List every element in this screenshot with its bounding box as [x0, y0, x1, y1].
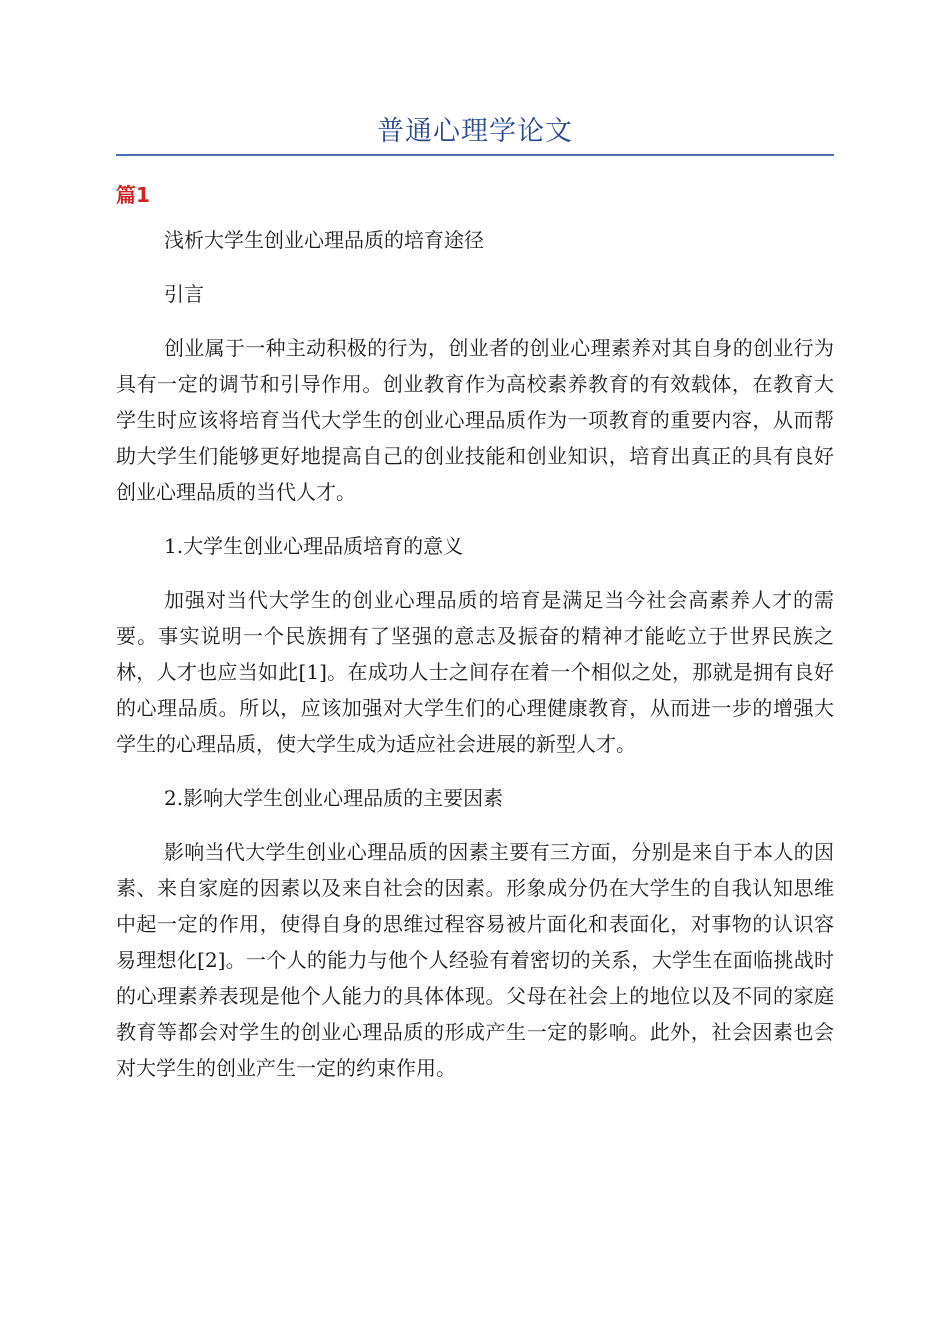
article-title: 浅析大学生创业心理品质的培育途径 — [164, 228, 484, 252]
paragraph-section-1: 加强对当代大学生的创业心理品质的培育是满足当今社会高素养人才的需要。事实说明一个民族拥有了坚强的意志及振奋的精神才能屹立于世界民族之林，人才也应当如此[1]。在成功人士之间存在着一个相似之处，那就是拥有良好的心理品质。所以，应该加强对大学生们的心理健康教育，从而进一步的增强大学生的心理品质，使大学生成为适应社会进展的新型人才。 — [116, 588, 834, 756]
document-title: 普通心理学论文 — [377, 116, 573, 147]
section-label: 篇1 — [116, 183, 150, 207]
heading-section-1: 1.大学生创业心理品质培育的意义 — [164, 534, 464, 558]
heading-introduction: 引言 — [164, 282, 204, 306]
paragraph-section-2: 影响当代大学生创业心理品质的因素主要有三方面，分别是来自于本人的因素、来自家庭的因素以及来自社会的因素。形象成分仍在大学生的自我认知思维中起一定的作用，使得自身的思维过程容易被片面化和表面化，对事物的认识容易理想化[2]。一个人的能力与他个人经验有着密切的关系，大学生在面临挑战时的心理素养表现是他个人能力的具体体现。父母在社会上的地位以及不同的家庭教育等都会对学生的创业心理品质的形成产生一定的影响。此外，社会因素也会对大学生的创业产生一定的约束作用。 — [116, 840, 834, 1080]
heading-section-2: 2.影响大学生创业心理品质的主要因素 — [164, 786, 504, 810]
title-underline — [116, 154, 834, 156]
paragraph-introduction: 创业属于一种主动积极的行为，创业者的创业心理素养对其自身的创业行为具有一定的调节和引导作用。创业教育作为高校素养教育的有效载体，在教育大学生时应该将培育当代大学生的创业心理品质作为一项教育的重要内容，从而帮助大学生们能够更好地提高自己的创业技能和创业知识，培育出真正的具有良好创业心理品质的当代人才。 — [116, 336, 834, 504]
document-body — [116, 222, 834, 1104]
